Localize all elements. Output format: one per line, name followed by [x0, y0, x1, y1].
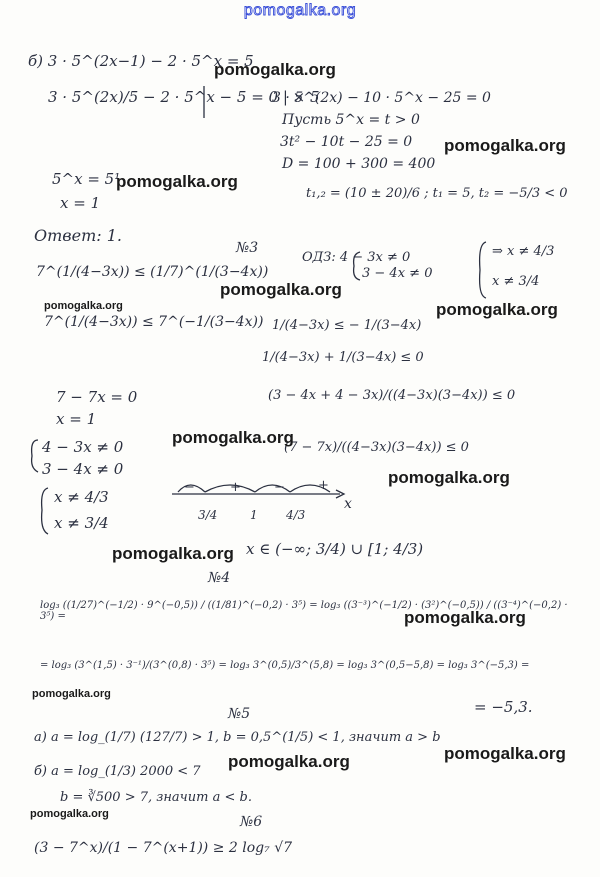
odz-line-1: ОДЗ: 4 − 3x ≠ 0	[302, 250, 411, 265]
task-b-discriminant: D = 100 + 300 = 400	[282, 156, 436, 172]
number-line-label-x: x	[344, 496, 352, 512]
sign-minus-1: −	[184, 480, 195, 495]
sign-plus-2: +	[318, 478, 329, 493]
task-6-number: №6	[240, 814, 263, 830]
odz-result-1: ⇒ x ≠ 4/3	[492, 244, 555, 259]
task-4-line-2: = log₃ (3^(1,5) · 3⁻¹)/(3^(0,8) · 3⁵) = log₃ 3^(0,5)/3^(5,8) = log₃ 3^(0,5−5,8) = log₃ 3^(−5,3) =	[40, 660, 530, 671]
watermark: pomogalka.org	[116, 172, 238, 191]
task-3-zero-root: x = 1	[56, 410, 97, 428]
number-line-tick-3-4: 3/4	[198, 508, 218, 522]
system-brace-2	[42, 488, 48, 534]
task-5-part-b: б) a = log_(1/3) 2000 < 7	[34, 764, 201, 779]
sign-plus-1: +	[230, 480, 241, 495]
task-4-line-1: log₃ ((1/27)^(−1/2) · 9^(−0,5)) / ((1/81)^(−0,2) · 3⁵) = log₃ ((3⁻³)^(−1/2) · (3²)^(−0,5)) / ((3⁻⁴)^(−0,2) · 3⁵) =	[40, 600, 568, 622]
task-b-substitution: Пусть 5^x = t > 0	[282, 112, 420, 128]
watermark: pomogalka.org	[32, 688, 111, 700]
task-b-divided: 3 · 5^(2x)/5 − 2 · 5^x − 5 = 0 | × 5	[48, 88, 320, 106]
task-3-system-2: 3 − 4x ≠ 0	[42, 460, 124, 478]
task-4-result: = −5,3.	[474, 698, 533, 716]
task-3-answer: x ∈ (−∞; 3/4) ∪ [1; 4/3)	[246, 540, 424, 558]
task-b-result-1: 5^x = 5¹	[52, 170, 121, 188]
watermark: pomogalka.org	[444, 744, 566, 763]
task-b-result-2: x = 1	[60, 194, 101, 212]
task-b-roots: t₁,₂ = (10 ± 20)/6 ; t₁ = 5, t₂ = −5/3 < 0	[306, 186, 568, 201]
system-brace-1	[32, 440, 38, 472]
number-line-tick-1: 1	[250, 508, 258, 522]
watermark: pomogalka.org	[220, 280, 342, 299]
task-3-system-3: x ≠ 4/3	[54, 488, 109, 506]
watermark: pomogalka.org	[214, 60, 336, 79]
task-6-inequality: (3 − 7^x)/(1 − 7^(x+1)) ≥ 2 log₇ √7	[34, 840, 293, 856]
watermark: pomogalka.org	[404, 608, 526, 627]
task-5-part-b-compare: b = ∛500 > 7, значит a < b.	[60, 790, 252, 805]
task-3-step-2: 1/(4−3x) + 1/(3−4x) ≤ 0	[262, 350, 424, 365]
number-line-tick-4-3: 4/3	[286, 508, 306, 522]
task-5-number: №5	[228, 706, 251, 722]
watermark: pomogalka.org	[388, 468, 510, 487]
watermark: pomogalka.org	[436, 300, 558, 319]
task-3-system-1: 4 − 3x ≠ 0	[42, 438, 124, 456]
task-3-same-base: 7^(1/(4−3x)) ≤ 7^(−1/(3−4x))	[44, 314, 264, 330]
watermark: pomogalka.org	[44, 300, 123, 312]
task-4-number: №4	[208, 570, 231, 586]
watermark: pomogalka.org	[30, 808, 109, 820]
task-5-part-a: а) a = log_(1/7) (127/7) > 1, b = 0,5^(1/5) < 1, значит a > b	[34, 730, 441, 745]
task-b-quadratic: 3t² − 10t − 25 = 0	[280, 134, 413, 150]
task-3-step-3: (3 − 4x + 4 − 3x)/((4−3x)(3−4x)) ≤ 0	[268, 388, 516, 403]
task-3-number: №3	[236, 240, 259, 256]
task-3-zero-eq: 7 − 7x = 0	[56, 388, 138, 406]
task-b-answer: Ответ: 1.	[34, 226, 122, 245]
sign-minus-2: −	[274, 480, 285, 495]
watermark: pomogalka.org	[444, 136, 566, 155]
site-header[interactable]: pomogalka.org	[243, 2, 357, 19]
watermark: pomogalka.org	[228, 752, 350, 771]
odz-result-2: x ≠ 3/4	[492, 274, 540, 289]
task-b-quadratic-form: 3 · 5^(2x) − 10 · 5^x − 25 = 0	[272, 90, 491, 106]
task-3-step-1: 1/(4−3x) ≤ − 1/(3−4x)	[272, 318, 422, 333]
watermark: pomogalka.org	[112, 544, 234, 563]
odz-line-2: 3 − 4x ≠ 0	[362, 266, 433, 281]
task-3-system-4: x ≠ 3/4	[54, 514, 109, 532]
watermark: pomogalka.org	[172, 428, 294, 447]
task-3-inequality: 7^(1/(4−3x)) ≤ (1/7)^(1/(3−4x))	[36, 264, 269, 280]
odz-result-brace	[480, 242, 486, 298]
task-3-step-4: (7 − 7x)/((4−3x)(3−4x)) ≤ 0	[284, 440, 469, 455]
task-b-equation: б) 3 · 5^(2x−1) − 2 · 5^x = 5	[28, 52, 254, 70]
